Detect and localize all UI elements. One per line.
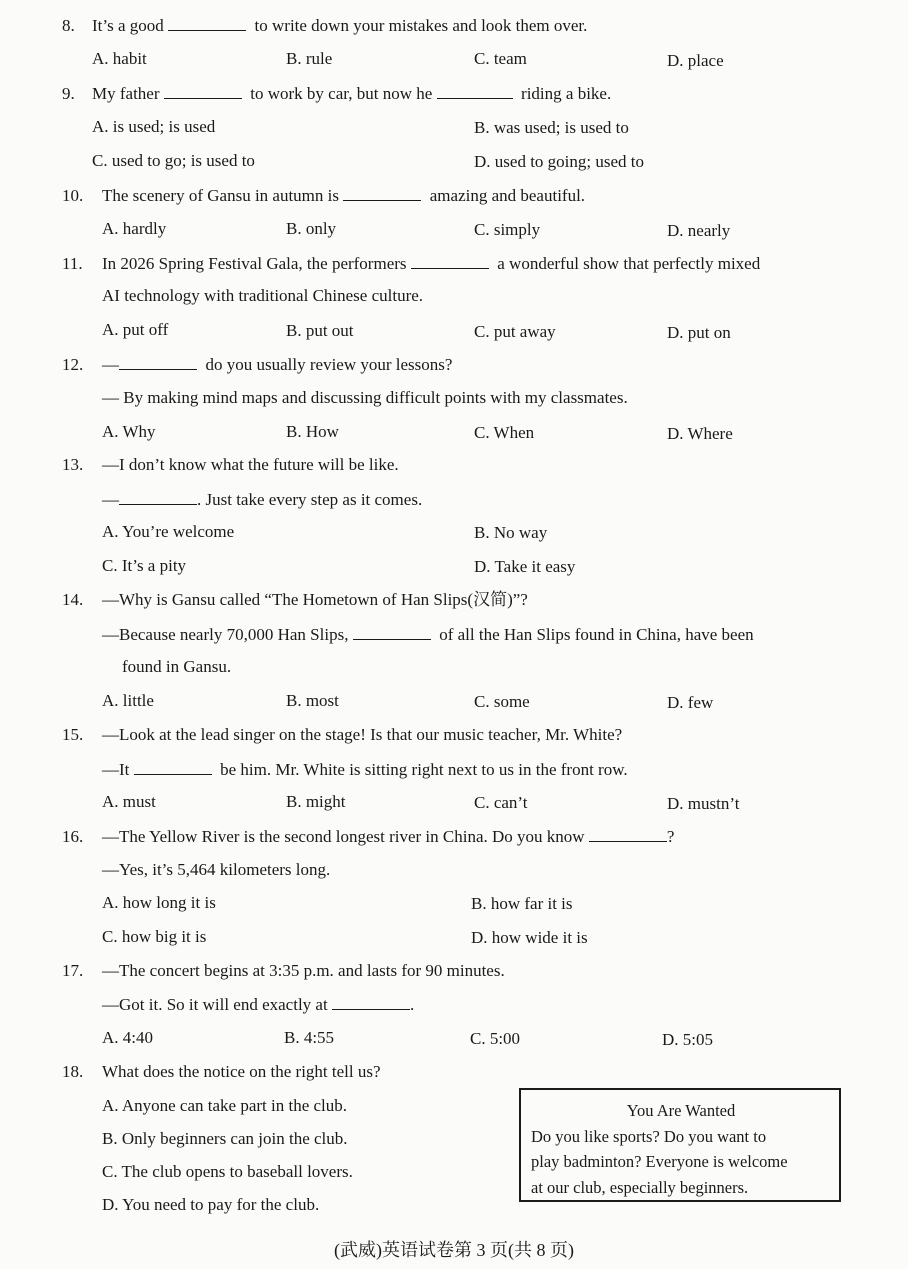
option-d: D. put on [667,323,731,342]
question-text: a wonderful show that perfectly mixed [497,254,761,273]
question-number: 9. [62,84,75,103]
question-text: do you usually review your lessons? [205,355,453,374]
question-text: — By making mind maps and discussing difficult points with my classmates. [102,388,628,407]
option-a: A. hardly [102,219,167,238]
question-number: 16. [62,827,84,846]
option-b: B. might [286,792,346,811]
option-c: C. can’t [474,793,528,812]
question-16 [62,825,674,848]
question-text: —Yes, it’s 5,464 kilometers long. [102,860,331,879]
question-text: to work by car, but now he [250,84,437,103]
question-number: 12. [62,355,84,374]
answer-blank [437,82,513,99]
answer-blank [119,488,197,505]
question-15 [62,724,622,746]
question-line [102,758,628,781]
answer-blank [589,825,667,842]
option-c: C. team [474,49,527,68]
question-17 [62,960,505,982]
question-8 [62,14,587,37]
option-c: C. put away [474,322,556,341]
option-c: C. It’s a pity [102,556,187,575]
option-c: C. used to go; is used to [92,151,255,170]
option-a: A. little [102,691,154,710]
question-text: —Because nearly 70,000 Han Slips, [102,625,353,644]
question-text: —Got it. So it will end exactly at [102,995,332,1014]
question-text: The scenery of Gansu in autumn is [102,186,344,205]
option-d: D. place [667,51,724,70]
question-text: —The Yellow River is the second longest river in China. Do you know [102,827,589,846]
option-d: D. used to going; used to [474,152,644,171]
question-text: be him. Mr. White is sitting right next to us in the front row. [220,760,628,779]
question-number: 18. [62,1062,84,1081]
option-c: C. 5:00 [470,1029,521,1048]
answer-blank [134,758,212,775]
option-b: B. 4:55 [284,1028,335,1047]
question-text: found in Gansu. [122,657,232,676]
question-number: 15. [62,725,84,744]
question-line [102,623,754,646]
question-text: What does the notice on the right tell us? [102,1062,381,1081]
notice-title: You Are Wanted [626,1101,736,1120]
option-d: D. Take it easy [474,557,576,576]
answer-blank [332,993,410,1010]
question-9 [62,82,611,105]
question-text: —The concert begins at 3:35 p.m. and lasts for 90 minutes. [102,961,505,980]
question-text: My father [92,84,164,103]
option-b: B. Only beginners can join the club. [102,1129,348,1148]
question-number: 11. [62,254,83,273]
answer-blank [164,82,242,99]
question-10 [62,184,585,207]
question-text: to write down your mistakes and look them over. [254,16,588,35]
question-text: ? [666,827,675,846]
answer-blank [353,623,431,640]
option-c: C. some [474,692,530,711]
question-text: —It [102,760,134,779]
question-number: 17. [62,961,84,980]
option-d: D. mustn’t [667,794,740,813]
question-14 [62,589,528,611]
option-b: B. most [286,691,339,710]
option-d: D. nearly [667,221,731,240]
question-text: . [409,995,415,1014]
question-12 [62,353,452,376]
question-text: — [102,355,119,374]
option-c: C. When [474,423,535,442]
question-text: — [102,490,119,509]
answer-blank [343,184,421,201]
option-a: A. You’re welcome [102,522,235,541]
option-d: D. how wide it is [471,928,588,947]
answer-blank [119,353,197,370]
option-a: A. Anyone can take part in the club. [102,1096,348,1115]
option-b: B. How [286,422,339,441]
option-a: A. habit [92,49,147,68]
option-a: A. Why [102,422,156,441]
option-b: B. only [286,219,337,238]
question-18 [62,1061,381,1083]
option-a: A. how long it is [102,893,216,912]
option-b: B. No way [474,523,548,542]
question-number: 13. [62,455,84,474]
option-b: B. how far it is [471,894,573,913]
option-c: C. how big it is [102,927,207,946]
option-d: D. 5:05 [662,1030,713,1049]
question-line [102,993,414,1016]
option-a: A. 4:40 [102,1028,153,1047]
question-text: —I don’t know what the future will be like. [102,455,399,474]
question-13 [62,454,399,476]
question-text: —Why is Gansu called “The Hometown of Han Slips(汉简)”? [102,590,528,609]
answer-blank [411,252,489,269]
question-line [102,488,422,511]
notice-line: at our club, especially beginners. [531,1177,749,1197]
question-text: . Just take every step as it comes. [197,490,423,509]
option-b: B. was used; is used to [474,118,629,137]
question-number: 14. [62,590,84,609]
question-number: 8. [62,16,75,35]
notice-line: play badminton? Everyone is welcome [531,1152,788,1171]
option-a: A. is used; is used [92,117,216,136]
question-text: In 2026 Spring Festival Gala, the performers [102,254,411,273]
option-d: D. Where [667,424,733,443]
question-text: AI technology with traditional Chinese culture. [102,286,424,305]
question-text: It’s a good [92,16,169,35]
option-d: D. You need to pay for the club. [102,1195,320,1214]
question-number: 10. [62,186,84,205]
question-text: —Look at the lead singer on the stage! Is that our music teacher, Mr. White? [102,725,623,744]
page-footer: (武威)英语试卷第 3 页(共 8 页) [334,1240,574,1260]
option-b: B. rule [286,49,333,68]
answer-blank [168,14,246,31]
question-text: amazing and beautiful. [429,186,586,205]
option-a: A. put off [102,320,169,339]
option-b: B. put out [286,321,354,340]
option-c: C. simply [474,220,541,239]
option-d: D. few [667,693,714,712]
option-c: C. The club opens to baseball lovers. [102,1162,353,1181]
question-text: riding a bike. [521,84,612,103]
notice-line: Do you like sports? Do you want to [531,1126,767,1146]
option-a: A. must [102,792,156,811]
question-text: of all the Han Slips found in China, have been [439,625,754,644]
question-11 [62,252,760,275]
notice-box [519,1088,841,1202]
